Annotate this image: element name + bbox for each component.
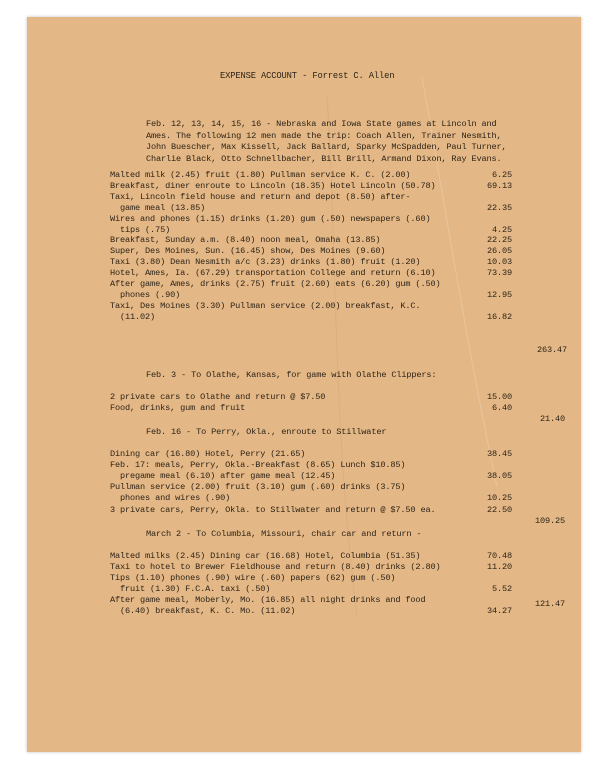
expense-item	[110, 595, 510, 617]
expense-description: Breakfast, diner enroute to Lincoln (18.35) Hotel Lincoln (50.78)	[110, 181, 436, 191]
subtotal-4: 121.47	[535, 599, 566, 609]
expense-amount: 22.35	[486, 203, 512, 213]
expense-description: Breakfast, Sunday a.m. (8.40) noon meal, Omaha (13.85)	[110, 235, 381, 245]
expense-item	[110, 482, 510, 504]
expense-description-cont: pregame meal (6.10) after game meal (12.45)	[110, 471, 336, 481]
expense-description: Tips (1.10) phones (.90) wire (.60) papers (62) gum (.50)	[110, 573, 396, 583]
expense-item	[110, 214, 510, 236]
expense-item	[110, 573, 510, 595]
expense-description: Feb. 17: meals, Perry, Okla.-Breakfast (8.65) Lunch $10.85)	[110, 460, 406, 470]
expense-amount: 15.00	[486, 392, 512, 402]
expense-amount: 16.82	[486, 312, 512, 322]
expense-item	[110, 192, 510, 214]
expense-description: After game meal, Moberly, Mo. (16.85) all night drinks and food	[110, 595, 426, 605]
expense-description-cont: tips (.75)	[110, 225, 171, 235]
expense-amount: 22.50	[486, 505, 512, 515]
expense-description: Taxi to hotel to Brewer Fieldhouse and return (8.40) drinks (2.80)	[110, 562, 441, 572]
expense-description: Taxi (3.80) Dean Nesmith a/c (3.23) drinks (1.80) fruit (1.20)	[110, 257, 421, 267]
expense-description: After game, Ames, drinks (2.75) fruit (2.60) eats (6.20) gum (.50)	[110, 279, 441, 289]
expense-amount: 26.05	[486, 246, 512, 256]
section-heading-olathe: Feb. 3 - To Olathe, Kansas, for game with Olathe Clippers:	[146, 370, 437, 380]
expense-amount: 34.27	[486, 606, 512, 616]
document-title: EXPENSE ACCOUNT - Forrest C. Allen	[220, 71, 395, 81]
subtotal-1: 263.47	[537, 345, 568, 355]
expense-description: Super, Des Moines, Sun. (16.45) show, Des Moines (9.60)	[110, 246, 386, 256]
expense-amount: 38.45	[486, 449, 512, 459]
expense-amount: 6.25	[491, 170, 512, 180]
expense-item	[110, 279, 510, 301]
expense-description: Food, drinks, gum and fruit	[110, 403, 246, 413]
expense-description: Malted milks (2.45) Dining car (16.68) Hotel, Columbia (51.35)	[110, 551, 421, 561]
document-page	[27, 17, 581, 752]
expense-item	[110, 392, 510, 403]
section-heading-columbia: March 2 - To Columbia, Missouri, chair car and return -	[146, 529, 422, 539]
expense-description-cont: phones (.90)	[110, 290, 181, 300]
expense-description-cont: (6.40) breakfast, K. C. Mo. (11.02)	[110, 606, 296, 616]
expense-description-cont: game meal (13.85)	[110, 203, 206, 213]
expense-amount: 73.39	[486, 268, 512, 278]
expense-description: Taxi, Lincoln field house and return and depot (8.50) after-	[110, 192, 411, 202]
expense-description-cont: fruit (1.30) F.C.A. taxi (.50)	[110, 584, 271, 594]
expense-item	[110, 562, 510, 573]
expense-description: Dining car (16.80) Hotel, Perry (21.65)	[110, 449, 306, 459]
expense-amount: 10.25	[486, 493, 512, 503]
expense-description: Malted milk (2.45) fruit (1.80) Pullman service K. C. (2.00)	[110, 170, 411, 180]
expense-amount: 70.48	[486, 551, 512, 561]
expense-item	[110, 449, 510, 460]
expense-description: Taxi, Des Moines (3.30) Pullman service (2.00) breakfast, K.C.	[110, 301, 421, 311]
expense-description: 3 private cars, Perry, Okla. to Stillwater and return @ $7.50 ea.	[110, 505, 436, 515]
expense-description: Pullman service (2.00) fruit (3.10) gum (.60) drinks (3.75)	[110, 482, 406, 492]
expense-amount: 11.20	[486, 562, 512, 572]
expense-amount: 38.05	[486, 471, 512, 481]
expense-amount: 69.13	[486, 181, 512, 191]
expense-amount: 12.95	[486, 290, 512, 300]
expense-description-cont: (11.02)	[110, 312, 156, 322]
expense-item	[110, 505, 510, 516]
expense-description: Hotel, Ames, Ia. (67.29) transportation College and return (6.10)	[110, 268, 436, 278]
expense-amount: 4.25	[491, 225, 512, 235]
expense-description: 2 private cars to Olathe and return @ $7.50	[110, 392, 326, 402]
expense-amount: 5.52	[491, 584, 512, 594]
expense-description: Wires and phones (1.15) drinks (1.20) gum (.50) newspapers (.60)	[110, 214, 431, 224]
expense-amount: 6.40	[491, 403, 512, 413]
trip-intro: Feb. 12, 13, 14, 15, 16 - Nebraska and Iowa State games at Lincoln and Ames. The following 12 men made the trip: Coach Allen, Trainer Nesmith, John Buescher, Max Kissell, Jack Ballard, Sparky McSpadden, Paul Turner, Charlie Black, Otto Schnellbacher, Bill Brill, Armand Dixon, Ray Evans.	[146, 119, 507, 164]
expense-item	[110, 268, 510, 279]
expense-item	[110, 257, 510, 268]
expense-item	[110, 460, 510, 482]
subtotal-2: 21.40	[540, 414, 566, 424]
expense-item	[110, 170, 510, 181]
expense-amount: 10.03	[486, 257, 512, 267]
expense-item	[110, 551, 510, 562]
expense-item	[110, 246, 510, 257]
expense-item	[110, 403, 510, 414]
section-heading-perry: Feb. 16 - To Perry, Okla., enroute to Stillwater	[146, 427, 387, 437]
subtotal-3: 109.25	[535, 516, 566, 526]
expense-description-cont: phones and wires (.90)	[110, 493, 231, 503]
expense-item	[110, 301, 510, 323]
expense-item	[110, 181, 510, 192]
expense-item	[110, 235, 510, 246]
expense-amount: 22.25	[486, 235, 512, 245]
